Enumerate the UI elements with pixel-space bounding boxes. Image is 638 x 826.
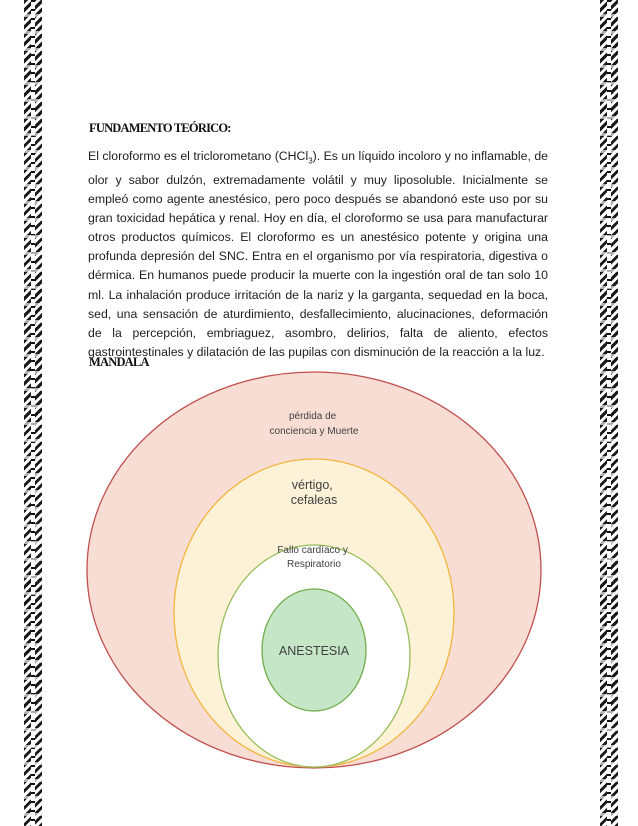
mandala-label-core: ANESTESIA [278, 644, 350, 658]
mandala-label-outer: pérdida de conciencia y Muerte [269, 411, 359, 437]
body-paragraph: El cloroformo es el triclorometano (CHCl$_3$). Es un líquido incoloro y no inflamable, de olor y sabor dulzón, extremadamente volátil y muy liposoluble. Inicialmente se empleó como agente anestésico, pero poco después se abandonó este uso por su gran toxicidad hepática y renal. Hoy en día, el cloroformo se usa para manufacturar otros productos químicos. El cloroformo es un anestésico potente y origina una profunda depresión del SNC. Entra en el organismo por vía respiratoria, digestiva o dérmica. En humanos puede producir la muerte con la ingestión oral de tan solo 10 ml. La inhalación produce irritación de la nariz y la garganta, sequedad en la boca, sed, una sensación de aturdimiento, desfallecimiento, alucinaciones, deformación de la percepción, embriaguez, asombro, delirios, falta de aliento, efectos gastrointestinales y dilatación de las pupilas con disminución de la reacción a la luz. [88, 149, 548, 360]
section-heading-mandala: MANDALA [89, 355, 149, 369]
section-heading-fundamento: FUNDAMENTO TEÓRICO: [89, 121, 231, 135]
mandala-label-second: vértigo, cefaleas [290, 478, 338, 507]
mandala-label-third: Fallo cardíaco y Respiratorio [277, 545, 348, 570]
